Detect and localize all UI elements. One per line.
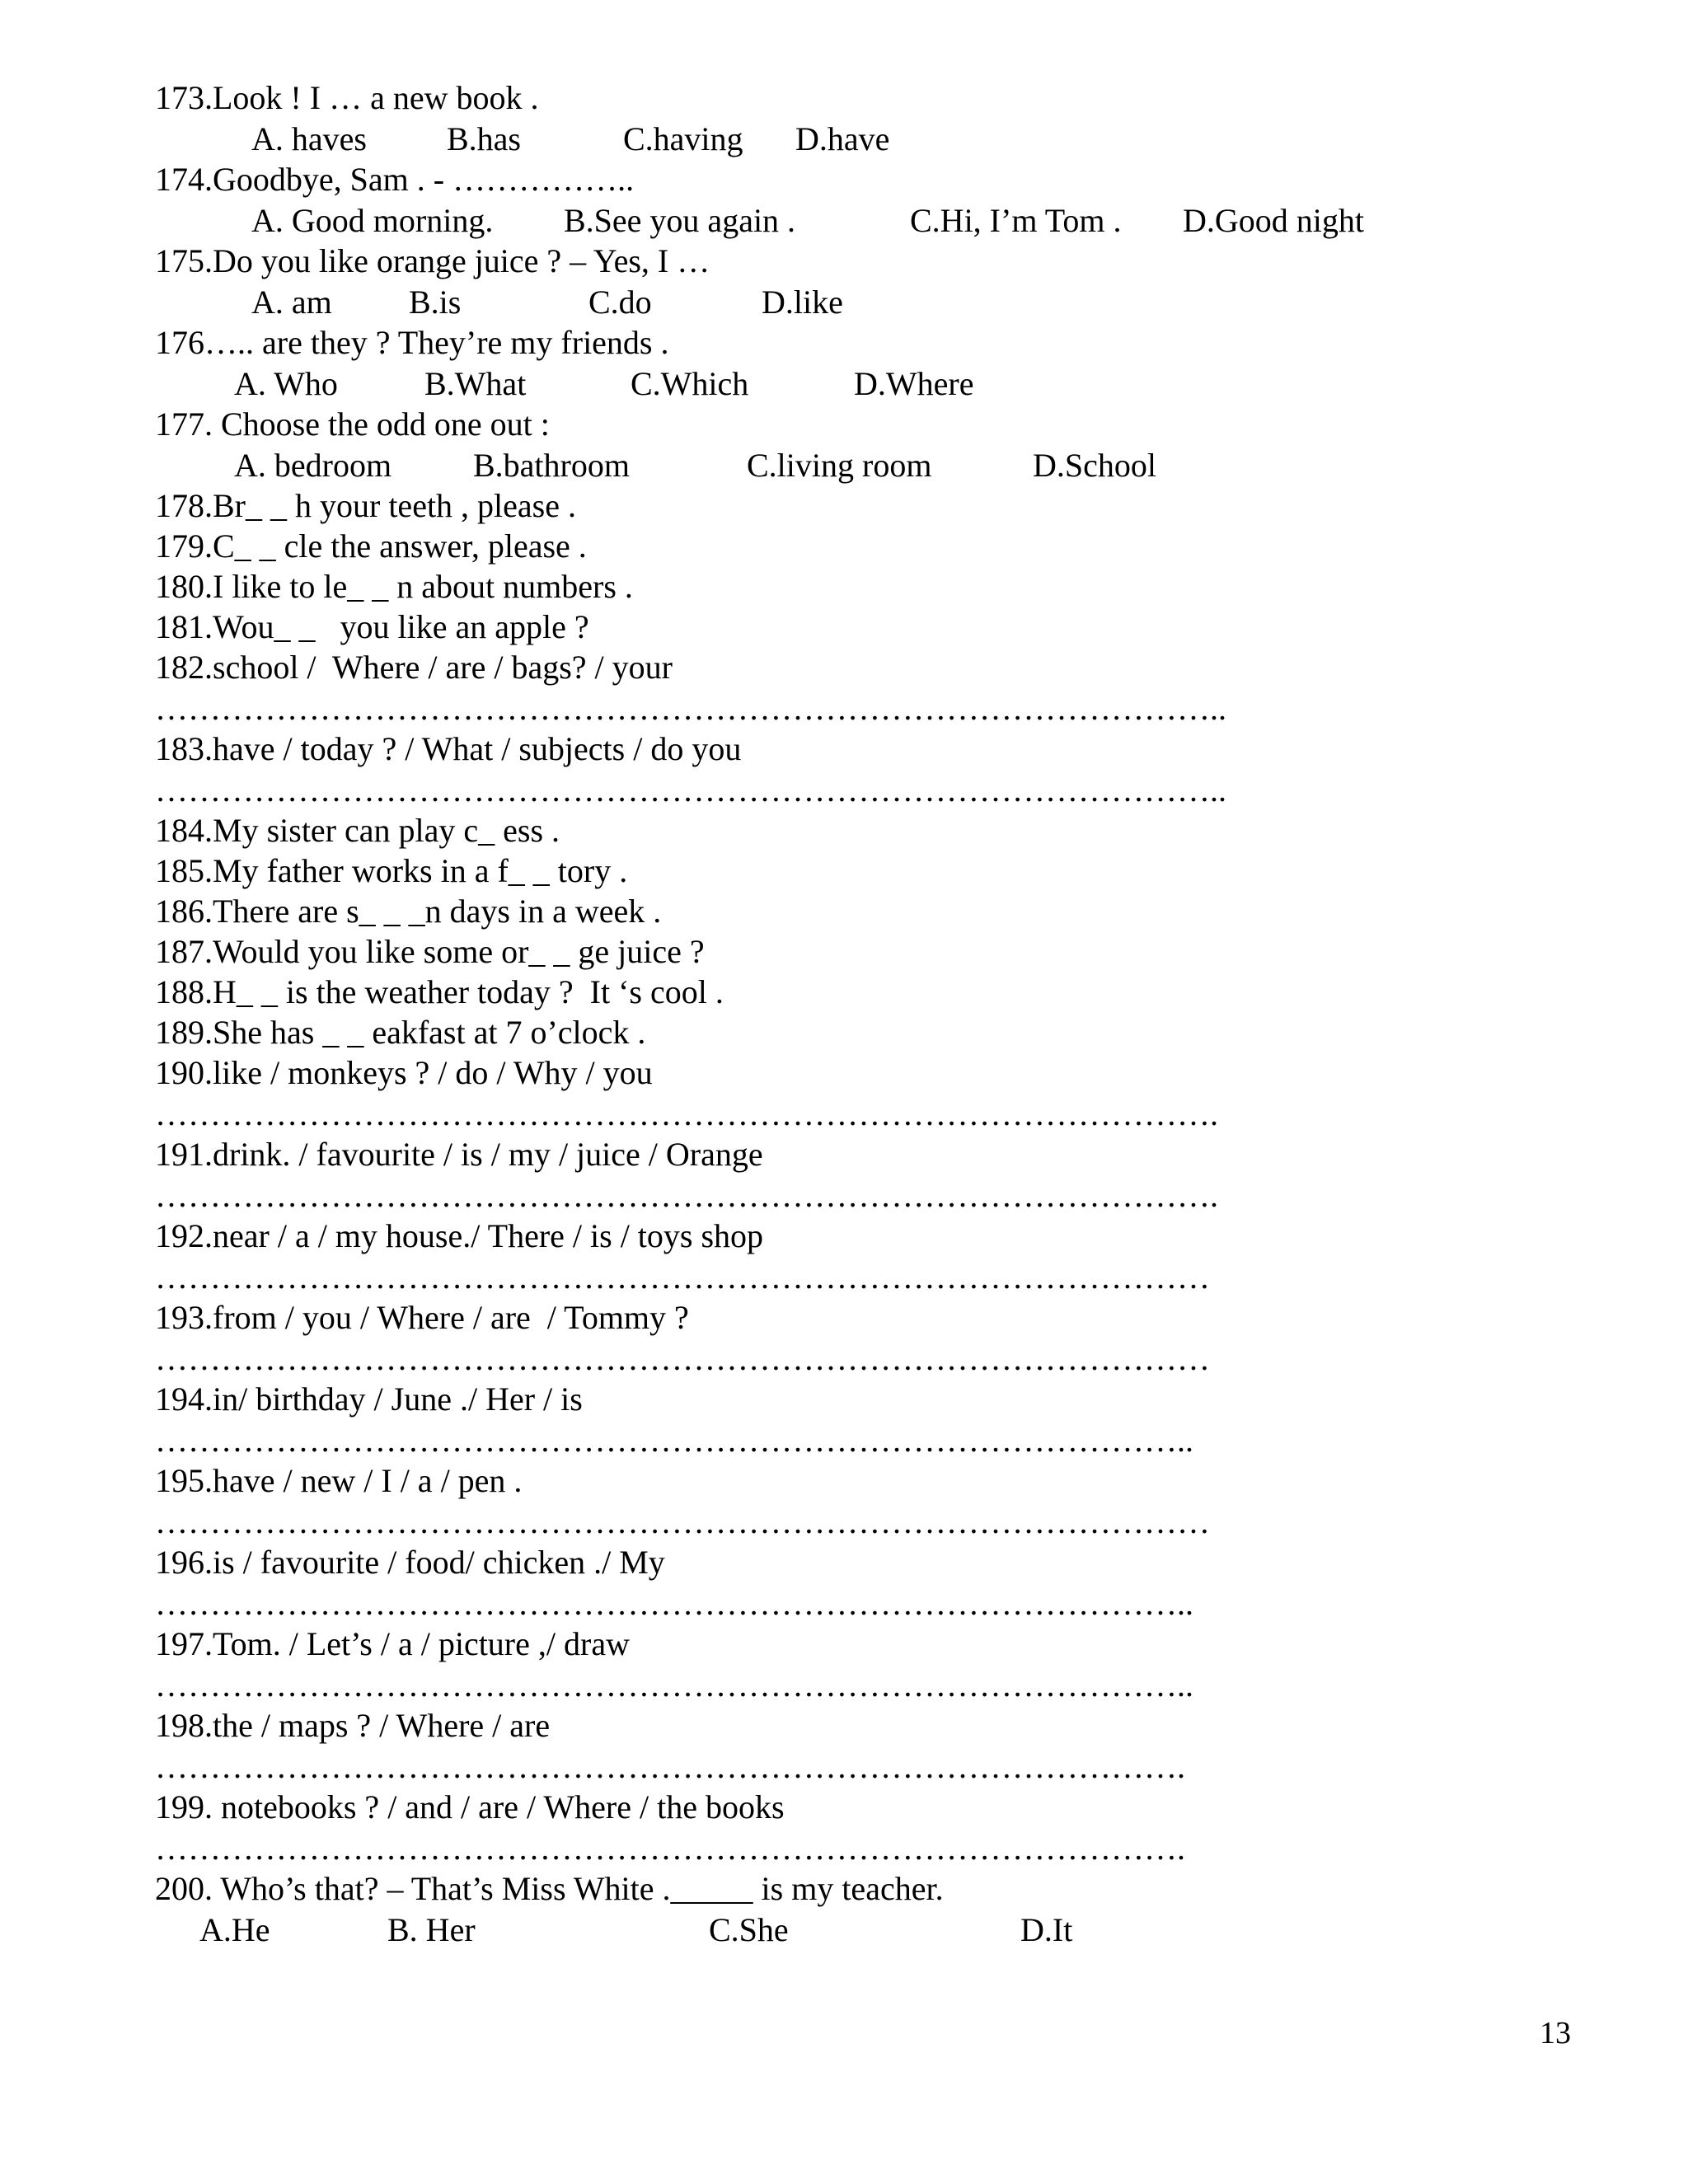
answer-line-191: …………………………………………………………………………………….	[155, 1177, 1218, 1214]
q200-option-b: B. Her	[387, 1911, 476, 1948]
q173-option-c: C.having	[623, 120, 743, 157]
q175-option-c: C.do	[588, 284, 652, 321]
q176-option-d: D.Where	[854, 365, 974, 402]
question-173: 173.Look ! I … a new book .	[155, 79, 539, 116]
q173-option-d: D.have	[795, 120, 890, 157]
question-199: 199. notebooks ? / and / are / Where / the books	[155, 1788, 785, 1825]
question-187: 187.Would you like some or_ _ ge juice ?	[155, 933, 705, 970]
question-189: 189.She has _ _ eakfast at 7 o’clock .	[155, 1014, 646, 1051]
answer-line-183: ……………………………………………………………………………………..	[155, 771, 1226, 808]
question-185: 185.My father works in a f_ _ tory .	[155, 852, 628, 889]
answer-line-192: ……………………………………………………………………………………	[155, 1258, 1210, 1296]
question-175: 175.Do you like orange juice ? – Yes, I …	[155, 242, 710, 279]
q177-option-d: D.School	[1033, 447, 1156, 484]
q175-option-b: B.is	[409, 284, 462, 321]
q176-option-c: C.Which	[631, 365, 749, 402]
answer-line-198: ………………………………………………………………………………….	[155, 1748, 1185, 1785]
question-196: 196.is / favourite / food/ chicken ./ My	[155, 1544, 665, 1581]
answer-line-199: ………………………………………………………………………………….	[155, 1830, 1185, 1867]
q200-option-d: D.It	[1020, 1911, 1073, 1948]
answer-line-196: …………………………………………………………………………………..	[155, 1585, 1193, 1622]
question-195: 195.have / new / I / a / pen .	[155, 1462, 523, 1499]
q177-option-c: C.living room	[747, 447, 932, 484]
answer-line-182: ……………………………………………………………………………………..	[155, 690, 1226, 727]
answer-line-193: ……………………………………………………………………………………	[155, 1340, 1210, 1377]
question-193: 193.from / you / Where / are / Tommy ?	[155, 1299, 689, 1336]
question-183: 183.have / today ? / What / subjects / do you	[155, 730, 742, 767]
q200-option-c: C.She	[709, 1911, 789, 1948]
q175-option-a: A. am	[251, 284, 332, 321]
question-188: 188.H_ _ is the weather today ? It ‘s cool .	[155, 973, 724, 1010]
q176-option-b: B.What	[424, 365, 527, 402]
question-197: 197.Tom. / Let’s / a / picture ,/ draw	[155, 1625, 630, 1662]
q175-option-d: D.like	[762, 284, 843, 321]
q200-option-a: A.He	[199, 1911, 270, 1948]
q177-option-a: A. bedroom	[234, 447, 392, 484]
question-198: 198.the / maps ? / Where / are	[155, 1707, 551, 1744]
question-181: 181.Wou_ _ you like an apple ?	[155, 608, 589, 645]
answer-line-194: …………………………………………………………………………………..	[155, 1422, 1193, 1459]
answer-line-190: …………………………………………………………………………………….	[155, 1095, 1218, 1132]
question-186: 186.There are s_ _ _n days in a week .	[155, 893, 662, 930]
q177-option-b: B.bathroom	[473, 447, 630, 484]
answer-line-197: …………………………………………………………………………………..	[155, 1666, 1193, 1704]
answer-line-195: ……………………………………………………………………………………	[155, 1503, 1210, 1540]
q174-option-a: A. Good morning.	[251, 202, 494, 239]
question-184: 184.My sister can play c_ ess .	[155, 812, 560, 849]
q174-option-c: C.Hi, I’m Tom .	[910, 202, 1122, 239]
question-179: 179.C_ _ cle the answer, please .	[155, 527, 587, 565]
question-180: 180.I like to le_ _ n about numbers .	[155, 568, 633, 605]
question-176: 176….. are they ? They’re my friends .	[155, 324, 669, 361]
question-174: 174.Goodbye, Sam . - ……………..	[155, 161, 635, 198]
question-191: 191.drink. / favourite / is / my / juice / Orange	[155, 1136, 763, 1173]
page-number: 13	[1540, 2016, 1571, 2050]
question-182: 182.school / Where / are / bags? / your	[155, 649, 673, 686]
q174-option-d: D.Good night	[1183, 202, 1364, 239]
question-194: 194.in/ birthday / June ./ Her / is	[155, 1380, 583, 1418]
question-177: 177. Choose the odd one out :	[155, 405, 550, 443]
q173-option-a: A. haves	[251, 120, 367, 157]
question-192: 192.near / a / my house./ There / is / toys shop	[155, 1217, 764, 1254]
question-190: 190.like / monkeys ? / do / Why / you	[155, 1054, 653, 1091]
q173-option-b: B.has	[447, 120, 521, 157]
q176-option-a: A. Who	[234, 365, 338, 402]
question-200: 200. Who’s that? – That’s Miss White ._____ is my teacher.	[155, 1870, 944, 1907]
question-178: 178.Br_ _ h your teeth , please .	[155, 487, 576, 524]
q174-option-b: B.See you again .	[564, 202, 796, 239]
